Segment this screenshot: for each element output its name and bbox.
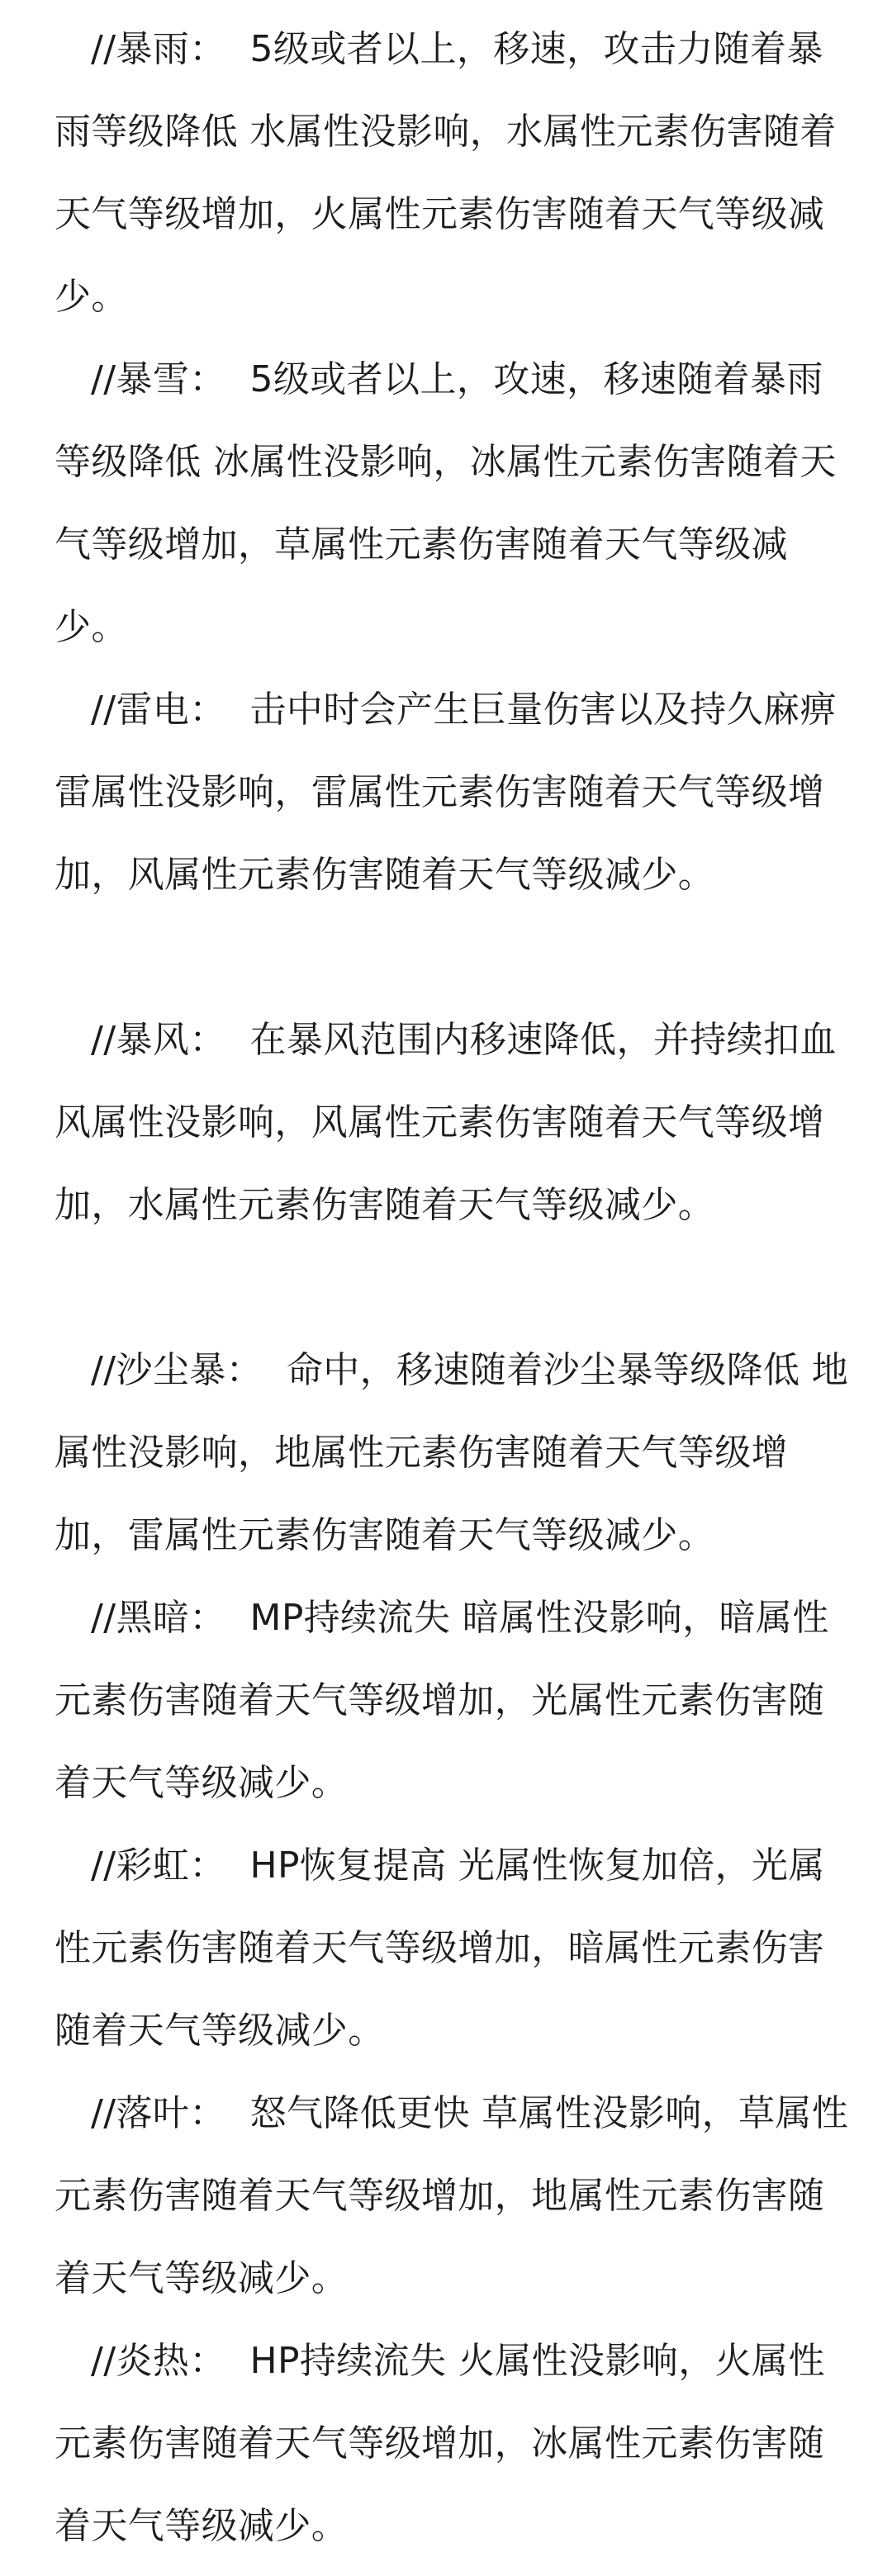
entry-separator: ： (189, 1019, 250, 1061)
entry-description: 怒气降低更快 草属性没影响，草属性元素伤害随着天气等级增加，地属性元素伤害随着天气等级减少。 (55, 2092, 849, 2299)
entry-separator: ： (189, 2092, 250, 2134)
entry-weather-name: 雷电 (116, 689, 190, 731)
entry-weather-name: 沙尘暴 (116, 1349, 226, 1391)
entry-description: MP持续流失 暗属性没影响，暗属性元素伤害随着天气等级增加，光属性元素伤害随着天气等级减少。 (55, 1597, 829, 1804)
entry-prefix: // (91, 358, 116, 400)
entry-description: 5级或者以上，攻速，移速随着暴雨等级降低 冰属性没影响，冰属性元素伤害随着天气等级增加，草属性元素伤害随着天气等级减少。 (55, 358, 837, 648)
entry-weather-name: 暴风 (116, 1019, 190, 1061)
entry-prefix: // (91, 2340, 116, 2382)
weather-entry-thunder (55, 669, 854, 916)
weather-entry-falling-leaves (55, 2072, 854, 2320)
entry-separator: ： (189, 1597, 250, 1639)
weather-entry-rainstorm (55, 8, 854, 339)
entry-weather-name: 暴雪 (116, 358, 190, 400)
entry-weather-name: 落叶 (116, 2092, 190, 2134)
entry-description: 5级或者以上，移速，攻击力随着暴雨等级降低 水属性没影响，水属性元素伤害随着天气等级增加，火属性元素伤害随着天气等级减少。 (55, 28, 837, 318)
entry-description: 命中，移速随着沙尘暴等级降低 地属性没影响，地属性元素伤害随着天气等级增加，雷属性元素伤害随着天气等级减少。 (55, 1349, 849, 1556)
weather-entry-blizzard (55, 339, 854, 669)
entry-description: 击中时会产生巨量伤害以及持久麻痹 雷属性没影响，雷属性元素伤害随着天气等级增加，风属性元素伤害随着天气等级减少。 (55, 689, 837, 896)
entry-prefix: // (91, 28, 116, 70)
entry-separator: ： (189, 689, 250, 731)
weather-entry-rainbow (55, 1825, 854, 2072)
entry-prefix: // (91, 689, 116, 731)
entry-prefix: // (91, 1019, 116, 1061)
weather-entry-darkness (55, 1577, 854, 1825)
weather-entry-sandstorm (55, 1329, 854, 1577)
weather-entry-scorching-heat (55, 2320, 854, 2568)
entry-prefix: // (91, 1597, 116, 1639)
entry-prefix: // (91, 2092, 116, 2134)
entry-separator: ： (189, 358, 250, 400)
entry-weather-name: 彩虹 (116, 1844, 190, 1887)
entry-separator: ： (189, 2340, 250, 2382)
entry-weather-name: 暴雨 (116, 28, 190, 70)
entry-description: HP恢复提高 光属性恢复加倍，光属性元素伤害随着天气等级增加，暗属性元素伤害随着天气等级减少。 (55, 1844, 825, 2052)
entry-description: HP持续流失 火属性没影响，火属性元素伤害随着天气等级增加，冰属性元素伤害随着天气等级减少。 (55, 2340, 825, 2547)
entry-description: 在暴风范围内移速降低，并持续扣血 风属性没影响，风属性元素伤害随着天气等级增加，水属性元素伤害随着天气等级减少。 (55, 1019, 837, 1226)
entry-weather-name: 炎热 (116, 2340, 190, 2382)
entry-separator: ： (189, 28, 250, 70)
entry-weather-name: 黑暗 (116, 1597, 190, 1639)
weather-entry-windstorm (55, 999, 854, 1247)
entry-separator: ： (189, 1844, 250, 1887)
entry-separator: ： (225, 1349, 287, 1391)
entry-prefix: // (91, 1349, 116, 1391)
entry-prefix: // (91, 1844, 116, 1887)
